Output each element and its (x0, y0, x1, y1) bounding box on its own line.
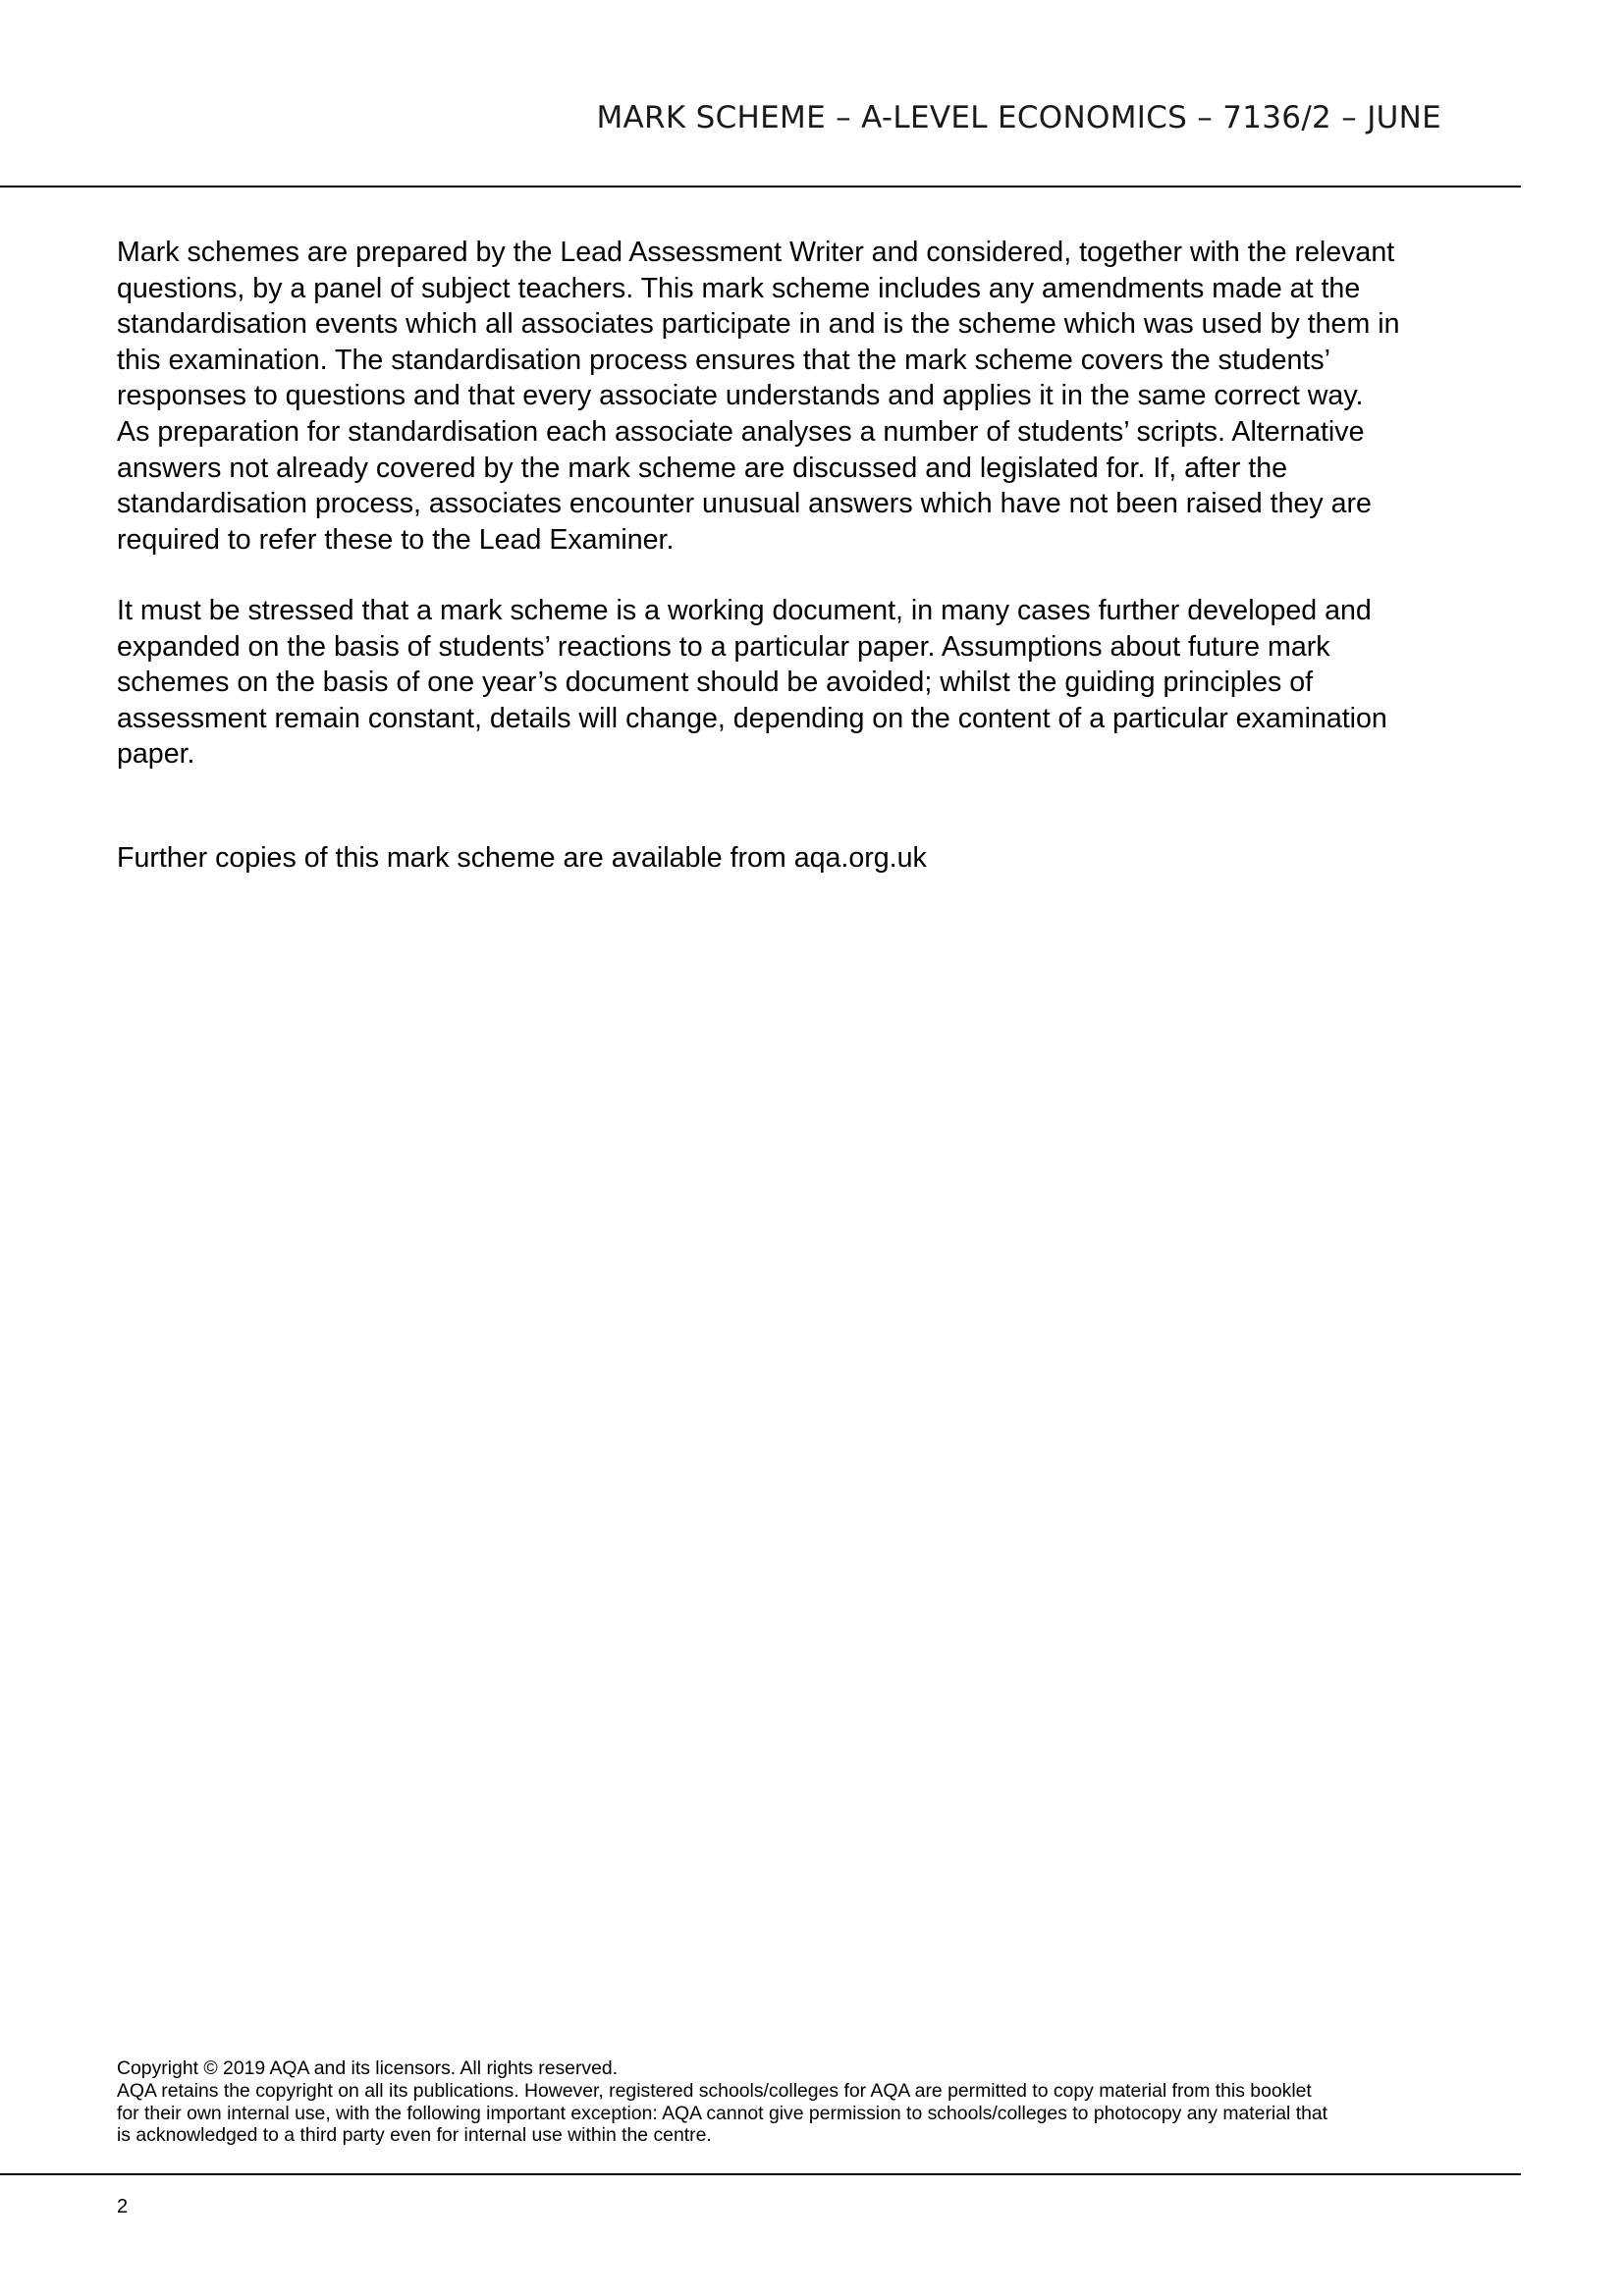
paragraph-line: Mark schemes are prepared by the Lead Assessment Writer and considered, together with the relevant (117, 237, 1395, 268)
copyright-notice (117, 2057, 1531, 2147)
paragraph-line: It must be stressed that a mark scheme is a working document, in many cases further developed and (117, 595, 1372, 626)
paragraph-line: questions, by a panel of subject teachers. This mark scheme includes any amendments made at the (117, 272, 1361, 304)
paragraph-line: standardisation process, associates encounter unusual answers which have not been raised they are (117, 488, 1372, 520)
page-number: 2 (117, 2196, 129, 2217)
intro-paragraph (117, 235, 1511, 558)
paragraph-line: As preparation for standardisation each associate analyses a number of students’ scripts. Alternative (117, 415, 1365, 448)
paragraph-line: paper. (117, 738, 195, 771)
paragraph-line: schemes on the basis of one year’s document should be avoided; whilst the guiding principles of (117, 667, 1314, 699)
working-document-paragraph (117, 593, 1511, 773)
paragraph-line: Further copies of this mark scheme are available from aqa.org.uk (117, 842, 927, 874)
paragraph-line: expanded on the basis of students’ reactions to a particular paper. Assumptions about future mark (117, 630, 1330, 663)
header-divider (0, 186, 1521, 187)
paragraph-line: this examination. The standardisation process ensures that the mark scheme covers the students’ (117, 344, 1330, 376)
footer-divider (0, 2173, 1521, 2175)
copyright-line: AQA retains the copyright on all its publications. However, registered schools/colleges for AQA are permitted to copy material from this booklet (117, 2079, 1312, 2102)
copyright-line: is acknowledged to a third party even for internal use within the centre. (117, 2124, 712, 2147)
paragraph-line: responses to questions and that every associate understands and applies it in the same correct way. (117, 380, 1364, 412)
copyright-line: Copyright © 2019 AQA and its licensors. All rights reserved. (117, 2057, 619, 2079)
page-header-title: MARK SCHEME – A-LEVEL ECONOMICS – 7136/2 – JUNE (596, 100, 1441, 135)
copyright-line: for their own internal use, with the following important exception: AQA cannot give permission to schools/colleges to photocopy any material that (117, 2102, 1328, 2124)
paragraph-line: assessment remain constant, details will change, depending on the content of a particular examination (117, 702, 1387, 734)
paragraph-line: standardisation events which all associates participate in and is the scheme which was used by them in (117, 308, 1400, 341)
paragraph-line: answers not already covered by the mark scheme are discussed and legislated for. If, after the (117, 452, 1288, 484)
paragraph-line: required to refer these to the Lead Examiner. (117, 523, 675, 556)
further-copies-paragraph (117, 840, 1511, 877)
